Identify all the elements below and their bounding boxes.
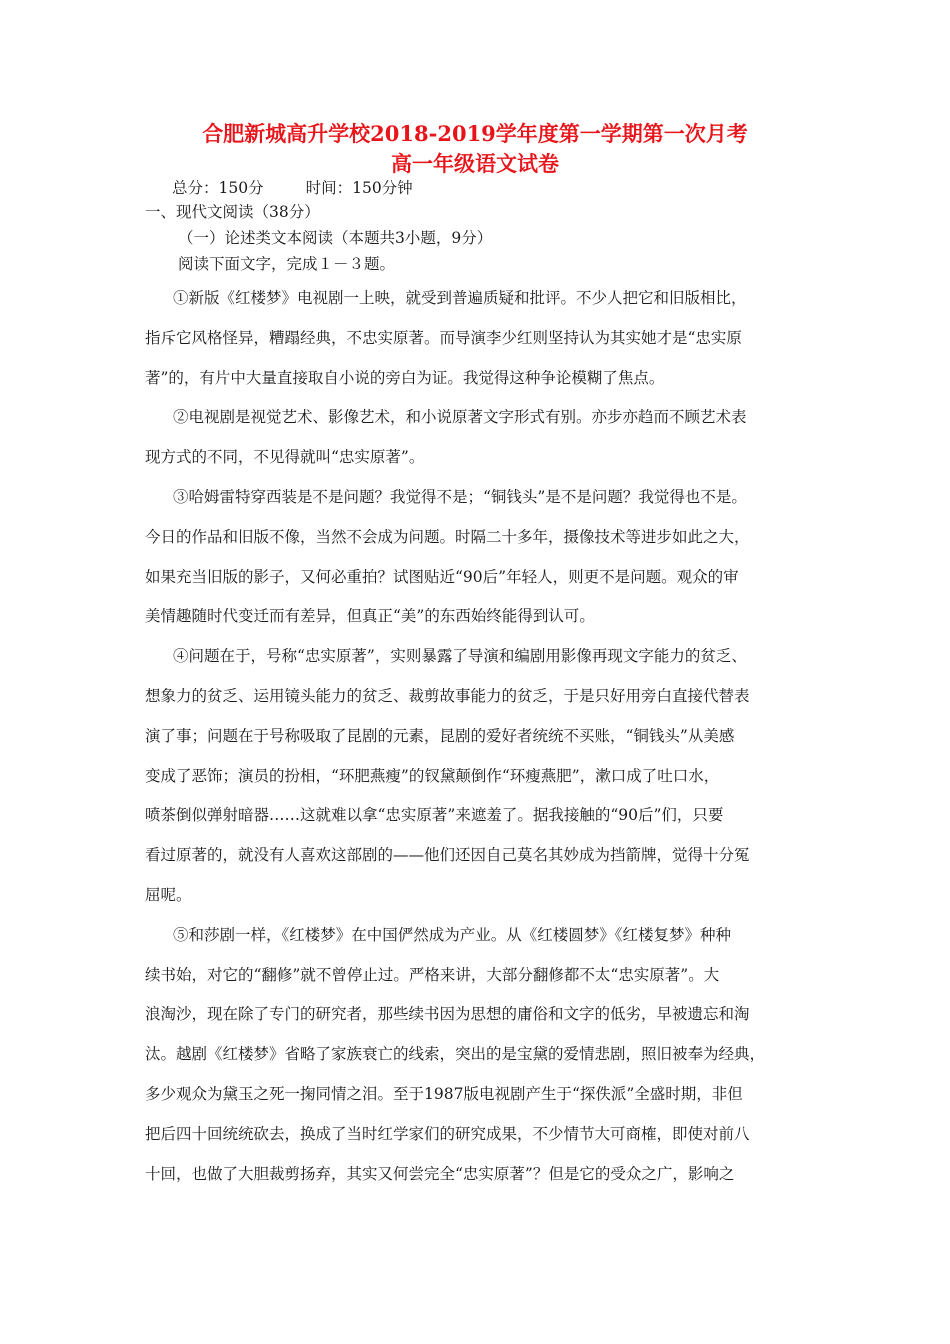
passage-line: 想象力的贫乏、运用镜头能力的贫乏、裁剪故事能力的贫乏，于是只好用旁白直接代替表 bbox=[145, 686, 750, 705]
passage-line: 续书始，对它的“翻修”就不曾停止过。严格来讲，大部分翻修都不太“忠实原著”。大 bbox=[145, 965, 720, 984]
passage-line: 如果充当旧版的影子，又何必重拍？试图贴近“90后”年轻人，则更不是问题。观众的审 bbox=[145, 567, 739, 586]
passage-line: 今日的作品和旧版不像，当然不会成为问题。时隔二十多年，摄像技术等进步如此之大， bbox=[145, 527, 750, 546]
passage-line: 把后四十回统统砍去，换成了当时红学家们的研究成果，不少情节大可商榷，即使对前八 bbox=[145, 1124, 750, 1143]
passage-line: 浪淘沙，现在除了专门的研究者，那些续书因为思想的庸俗和文字的低劣，早被遗忘和淘 bbox=[145, 1005, 750, 1024]
passage-line: ①新版《红楼梦》电视剧一上映，就受到普遍质疑和批评。不少人把它和旧版相比， bbox=[173, 289, 747, 307]
passage-line: 美情趣随时代变迁而有差异，但真正“美”的东西始终能得到认可。 bbox=[145, 607, 595, 626]
subsection-heading: （一）论述类文本阅读（本题共3小题，9分） bbox=[178, 229, 493, 247]
passage-line: 十回，也做了大胆裁剪扬弃，其实又何尝完全“忠实原著”？但是它的受众之广，影响之 bbox=[145, 1164, 735, 1183]
exam-title-line2: 高一年级语文试卷 bbox=[391, 151, 559, 176]
passage-line: ②电视剧是视觉艺术、影像艺术，和小说原著文字形式有别。亦步亦趋而不顾艺术表 bbox=[173, 408, 747, 427]
exam-title-line1: 合肥新城高升学校2018-2019学年度第一学期第一次月考 bbox=[202, 121, 748, 146]
passage-line: ⑤和莎剧一样，《红楼梦》在中国俨然成为产业。从《红楼圆梦》《红楼复梦》种种 bbox=[173, 925, 732, 944]
passage-line: 现方式的不同，不见得就叫“忠实原著”。 bbox=[145, 448, 425, 467]
passage-line: 演了事；问题在于号称吸取了昆剧的元素，昆剧的爱好者统统不买账，“铜钱头”从美感 bbox=[145, 726, 735, 745]
passage-line: 变成了恶饰；演员的扮相，“环肥燕瘦”的钗黛颠倒作“环瘦燕肥”，漱口成了吐口水， bbox=[145, 766, 720, 785]
reading-instruction: 阅读下面文字，完成１－３题。 bbox=[178, 255, 396, 273]
passage-line: 多少观众为黛玉之死一掬同情之泪。至于1987版电视剧产生于“探佚派”全盛时期，非但 bbox=[145, 1084, 743, 1103]
passage-line: 看过原著的，就没有人喜欢这部剧的——他们还因自己莫名其妙成为挡箭牌，觉得十分冤 bbox=[145, 846, 750, 865]
passage-line: 著”的，有片中大量直接取自小说的旁白为证。我觉得这种争论模糊了焦点。 bbox=[145, 368, 665, 387]
passage-line: 指斥它风格怪异，糟蹋经典，不忠实原著。而导演李少红则坚持认为其实她才是“忠实原 bbox=[145, 328, 742, 347]
exam-time: 时间：150分钟 bbox=[305, 179, 413, 197]
passage-line: ④问题在于，号称“忠实原著”，实则暴露了导演和编剧用影像再现文字能力的贫乏、 bbox=[173, 647, 747, 666]
passage-line: 汰。越剧《红楼梦》省略了家族衰亡的线索，突出的是宝黛的爱情悲剧，照旧被奉为经典， bbox=[145, 1045, 766, 1064]
total-score: 总分：150分 bbox=[172, 179, 264, 197]
exam-meta bbox=[172, 178, 413, 198]
passage-line: ③哈姆雷特穿西装是不是问题？我觉得不是；“铜钱头”是不是问题？我觉得也不是。 bbox=[173, 487, 747, 506]
section-heading: 一、现代文阅读（38分） bbox=[145, 203, 320, 221]
passage-line: 屈呢。 bbox=[145, 885, 192, 904]
passage-line: 喷茶倒似弹射暗器……这就难以拿“忠实原著”来遮羞了。据我接触的“90后”们，只要 bbox=[145, 806, 724, 825]
reading-passage bbox=[145, 288, 813, 1203]
